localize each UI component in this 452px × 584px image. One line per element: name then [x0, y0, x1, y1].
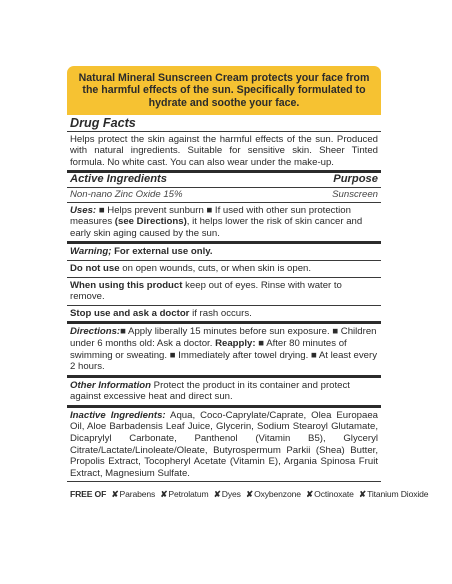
uses-text: , it helps lower the risk of skin cancer and early skin aging caused by the sun. — [70, 216, 363, 239]
cross-icon: ✘ — [359, 489, 367, 500]
inactive-ingredients-text: Aqua, Coco-Caprylate/Caprate, Olea Europaea Oil, Aloe Barbadensis Leaf Juice, Glycerin, Sodium Stearoyl Glutamate, Dicaprylyl Carbonate, Panthenol (Vitamin B5), Glyceryl Citrate/Lactate/Linoleate/Oleate, Butyrospermum Parkii (Shea) Butter, Propolis Extract, Tocopheryl Acetate (Vitamin E), Argania Spinosa Fruit Extract, Magnesium Sulfate. — [70, 409, 378, 479]
when-using-text: keep out of eyes. Rinse with water to remove. — [70, 279, 342, 303]
free-of-item: Octinoxate — [314, 489, 354, 500]
warning-label: Warning; — [70, 246, 112, 258]
inactive-ingredients-section — [67, 408, 381, 482]
bullet-icon: ■ — [332, 326, 339, 338]
bullet-icon: ■ — [206, 204, 213, 216]
do-not-use-text: on open wounds, cuts, or when skin is open. — [119, 262, 312, 274]
free-of-item: Oxybenzone — [254, 489, 301, 500]
free-of-item: Dyes — [221, 489, 241, 500]
bullet-icon: ■ — [258, 337, 265, 349]
other-information-section — [67, 378, 381, 405]
cross-icon: ✘ — [306, 489, 314, 500]
other-information-text: Protect the product in its container and protect against excessive heat and direct sun. — [70, 379, 350, 403]
directions-section — [67, 324, 381, 374]
directions-text: After 80 minutes of swimming or sweating. — [70, 337, 347, 361]
do-not-use-label: Do not use — [70, 262, 120, 274]
cross-icon: ✘ — [160, 489, 168, 500]
directions-text: Children under 6 months old: Ask a doctor. — [70, 326, 377, 349]
free-of-item: Petrolatum — [168, 489, 209, 500]
intro-text: Helps protect the skin against the harmful effects of the sun. Produced with natural ingredients. Suitable for sensitive skin. Sheer Tinted formula. No white cast. You can also wear under the make-up. — [70, 133, 378, 168]
divider — [67, 481, 381, 482]
drug-facts-panel — [67, 115, 429, 504]
inactive-ingredients-label: Inactive Ingredients: — [70, 409, 166, 421]
uses-text: If used with other sun protection measures — [70, 204, 351, 228]
directions-text: Immediately after towel drying. — [175, 349, 311, 361]
when-using-section — [67, 278, 381, 305]
do-not-use-section — [67, 261, 381, 277]
cross-icon: ✘ — [246, 489, 254, 500]
uses-label: Uses: — [70, 204, 97, 216]
bullet-icon: ■ — [120, 326, 126, 338]
bullet-icon: ■ — [169, 349, 176, 361]
cross-icon: ✘ — [111, 489, 119, 500]
product-banner — [67, 66, 381, 115]
reapply-label: Reapply: — [215, 337, 256, 349]
stop-use-section — [67, 306, 381, 322]
directions-label: Directions: — [70, 326, 121, 338]
uses-section — [67, 203, 381, 242]
active-ingredient: Non-nano Zinc Oxide 15% — [70, 188, 183, 200]
active-ingredients-heading: Active Ingredients — [70, 173, 167, 186]
directions-text: Apply liberally 15 minutes before sun exposure. — [125, 326, 333, 338]
uses-directions-ref: (see Directions) — [114, 216, 187, 228]
purpose-heading: Purpose — [333, 173, 378, 186]
bullet-icon: ■ — [98, 204, 105, 216]
stop-use-text: if rash occurs. — [189, 307, 252, 319]
purpose-value: Sunscreen — [332, 188, 378, 200]
banner-text: Natural Mineral Sunscreen Cream protects your face from the harmful effects of the sun. Specifically formulated to hydrate and soothe your face. — [78, 71, 370, 109]
uses-text: Helps prevent sunburn — [104, 204, 207, 216]
when-using-label: When using this product — [70, 279, 183, 291]
bullet-icon: ■ — [310, 349, 317, 361]
directions-text: At least every 2 hours. — [70, 349, 377, 373]
active-ingredients-header — [67, 173, 381, 187]
active-ingredient-row — [67, 188, 381, 202]
free-of-line — [67, 486, 429, 504]
free-of-label: FREE OF — [70, 489, 107, 500]
free-of-item: Parabens — [119, 489, 156, 500]
warning-text: For external use only. — [111, 246, 213, 258]
warning-section — [67, 244, 381, 260]
drug-facts-title: Drug Facts — [70, 116, 136, 130]
stop-use-label: Stop use and ask a doctor — [70, 307, 190, 319]
cross-icon: ✘ — [213, 489, 221, 500]
other-information-label: Other Information — [70, 379, 152, 391]
free-of-item: Titanium Dioxide — [367, 489, 429, 500]
